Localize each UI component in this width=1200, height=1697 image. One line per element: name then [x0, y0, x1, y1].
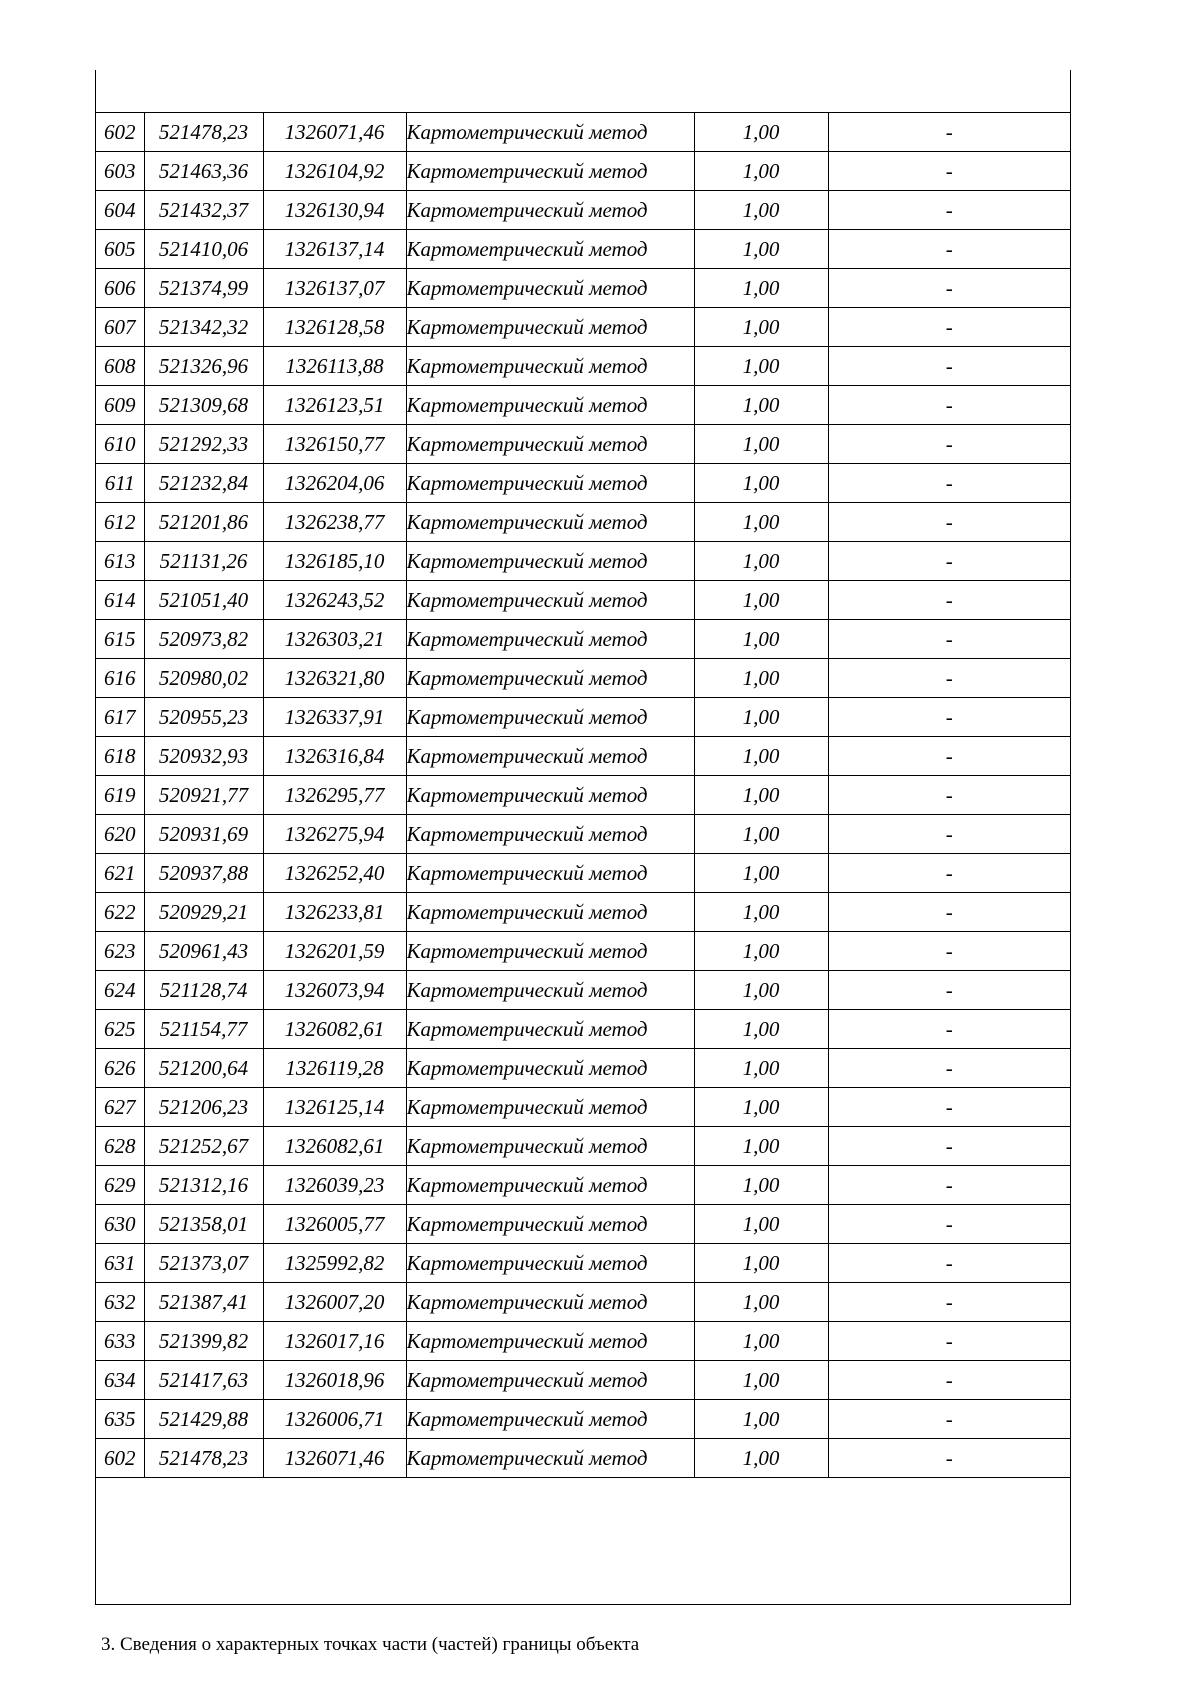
coord-x-cell: 520961,43 [144, 932, 263, 971]
point-number-cell: 611 [96, 464, 144, 503]
precision-value-cell: 1,00 [694, 1361, 828, 1400]
coord-y-cell: 1326018,96 [263, 1361, 406, 1400]
coord-x-cell: 520973,82 [144, 620, 263, 659]
point-number-cell: 605 [96, 230, 144, 269]
point-description-cell: - [828, 776, 1070, 815]
precision-value-cell: 1,00 [694, 1400, 828, 1439]
point-number-cell: 628 [96, 1127, 144, 1166]
table-row [96, 1205, 1070, 1244]
coord-y-cell: 1326275,94 [263, 815, 406, 854]
precision-value-cell: 1,00 [694, 191, 828, 230]
coord-y-cell: 1325992,82 [263, 1244, 406, 1283]
table-row [96, 1010, 1070, 1049]
table-row [96, 815, 1070, 854]
table-row [96, 425, 1070, 464]
table-row [96, 659, 1070, 698]
coord-y-cell: 1326238,77 [263, 503, 406, 542]
determination-method-cell: Картометрический метод [406, 581, 694, 620]
determination-method-cell: Картометрический метод [406, 386, 694, 425]
point-number-cell: 621 [96, 854, 144, 893]
point-description-cell: - [828, 386, 1070, 425]
determination-method-cell: Картометрический метод [406, 971, 694, 1010]
coord-x-cell: 521399,82 [144, 1322, 263, 1361]
table-row [96, 347, 1070, 386]
table-row [96, 230, 1070, 269]
point-number-cell: 602 [96, 1439, 144, 1478]
table-row [96, 737, 1070, 776]
determination-method-cell: Картометрический метод [406, 1088, 694, 1127]
coord-y-cell: 1326005,77 [263, 1205, 406, 1244]
point-description-cell: - [828, 932, 1070, 971]
point-description-cell: - [828, 464, 1070, 503]
precision-value-cell: 1,00 [694, 1244, 828, 1283]
precision-value-cell: 1,00 [694, 815, 828, 854]
coord-y-cell: 1326316,84 [263, 737, 406, 776]
point-number-cell: 602 [96, 113, 144, 152]
coord-x-cell: 520921,77 [144, 776, 263, 815]
precision-value-cell: 1,00 [694, 1088, 828, 1127]
coord-x-cell: 520980,02 [144, 659, 263, 698]
precision-value-cell: 1,00 [694, 1283, 828, 1322]
point-number-cell: 606 [96, 269, 144, 308]
point-number-cell: 629 [96, 1166, 144, 1205]
point-number-cell: 634 [96, 1361, 144, 1400]
coord-x-cell: 521410,06 [144, 230, 263, 269]
point-number-cell: 631 [96, 1244, 144, 1283]
point-number-cell: 610 [96, 425, 144, 464]
precision-value-cell: 1,00 [694, 776, 828, 815]
table-row [96, 620, 1070, 659]
point-number-cell: 633 [96, 1322, 144, 1361]
table-row [96, 1244, 1070, 1283]
coord-x-cell: 521342,32 [144, 308, 263, 347]
precision-value-cell: 1,00 [694, 1010, 828, 1049]
coord-x-cell: 521358,01 [144, 1205, 263, 1244]
coord-y-cell: 1326113,88 [263, 347, 406, 386]
precision-value-cell: 1,00 [694, 620, 828, 659]
coord-x-cell: 520929,21 [144, 893, 263, 932]
point-description-cell: - [828, 152, 1070, 191]
coord-x-cell: 521201,86 [144, 503, 263, 542]
coordinates-table-body [96, 113, 1070, 1478]
precision-value-cell: 1,00 [694, 230, 828, 269]
coord-x-cell: 521051,40 [144, 581, 263, 620]
coord-y-cell: 1326082,61 [263, 1127, 406, 1166]
point-description-cell: - [828, 1010, 1070, 1049]
precision-value-cell: 1,00 [694, 1205, 828, 1244]
coord-y-cell: 1326321,80 [263, 659, 406, 698]
point-number-cell: 609 [96, 386, 144, 425]
coord-x-cell: 521326,96 [144, 347, 263, 386]
determination-method-cell: Картометрический метод [406, 1049, 694, 1088]
point-number-cell: 625 [96, 1010, 144, 1049]
coord-y-cell: 1326039,23 [263, 1166, 406, 1205]
precision-value-cell: 1,00 [694, 503, 828, 542]
point-number-cell: 627 [96, 1088, 144, 1127]
point-description-cell: - [828, 659, 1070, 698]
precision-value-cell: 1,00 [694, 1166, 828, 1205]
point-number-cell: 613 [96, 542, 144, 581]
coord-y-cell: 1326295,77 [263, 776, 406, 815]
section-heading: 3. Сведения о характерных точках части (частей) границы объекта [101, 1634, 640, 1655]
coord-y-cell: 1326137,07 [263, 269, 406, 308]
coord-x-cell: 520932,93 [144, 737, 263, 776]
point-description-cell: - [828, 269, 1070, 308]
point-number-cell: 618 [96, 737, 144, 776]
coord-y-cell: 1326073,94 [263, 971, 406, 1010]
determination-method-cell: Картометрический метод [406, 113, 694, 152]
point-number-cell: 615 [96, 620, 144, 659]
coord-x-cell: 521429,88 [144, 1400, 263, 1439]
coord-y-cell: 1326130,94 [263, 191, 406, 230]
determination-method-cell: Картометрический метод [406, 1439, 694, 1478]
precision-value-cell: 1,00 [694, 152, 828, 191]
coord-y-cell: 1326082,61 [263, 1010, 406, 1049]
coord-y-cell: 1326252,40 [263, 854, 406, 893]
determination-method-cell: Картометрический метод [406, 1127, 694, 1166]
determination-method-cell: Картометрический метод [406, 542, 694, 581]
precision-value-cell: 1,00 [694, 308, 828, 347]
determination-method-cell: Картометрический метод [406, 737, 694, 776]
point-description-cell: - [828, 1127, 1070, 1166]
point-number-cell: 630 [96, 1205, 144, 1244]
point-description-cell: - [828, 1244, 1070, 1283]
point-number-cell: 612 [96, 503, 144, 542]
coordinates-table [96, 112, 1070, 1478]
determination-method-cell: Картометрический метод [406, 308, 694, 347]
point-number-cell: 607 [96, 308, 144, 347]
precision-value-cell: 1,00 [694, 581, 828, 620]
determination-method-cell: Картометрический метод [406, 620, 694, 659]
determination-method-cell: Картометрический метод [406, 1205, 694, 1244]
point-number-cell: 632 [96, 1283, 144, 1322]
coord-y-cell: 1326128,58 [263, 308, 406, 347]
precision-value-cell: 1,00 [694, 893, 828, 932]
point-description-cell: - [828, 620, 1070, 659]
point-number-cell: 623 [96, 932, 144, 971]
coord-y-cell: 1326233,81 [263, 893, 406, 932]
precision-value-cell: 1,00 [694, 464, 828, 503]
point-description-cell: - [828, 503, 1070, 542]
table-row [96, 1283, 1070, 1322]
precision-value-cell: 1,00 [694, 1322, 828, 1361]
precision-value-cell: 1,00 [694, 425, 828, 464]
table-row [96, 269, 1070, 308]
coord-x-cell: 521200,64 [144, 1049, 263, 1088]
coord-y-cell: 1326303,21 [263, 620, 406, 659]
table-row [96, 1439, 1070, 1478]
point-description-cell: - [828, 854, 1070, 893]
point-description-cell: - [828, 191, 1070, 230]
determination-method-cell: Картометрический метод [406, 269, 694, 308]
table-row [96, 503, 1070, 542]
coord-x-cell: 521131,26 [144, 542, 263, 581]
determination-method-cell: Картометрический метод [406, 815, 694, 854]
coord-y-cell: 1326071,46 [263, 113, 406, 152]
coord-x-cell: 521206,23 [144, 1088, 263, 1127]
table-row [96, 113, 1070, 152]
determination-method-cell: Картометрический метод [406, 854, 694, 893]
precision-value-cell: 1,00 [694, 1127, 828, 1166]
point-number-cell: 624 [96, 971, 144, 1010]
precision-value-cell: 1,00 [694, 542, 828, 581]
determination-method-cell: Картометрический метод [406, 776, 694, 815]
determination-method-cell: Картометрический метод [406, 1010, 694, 1049]
point-number-cell: 619 [96, 776, 144, 815]
point-description-cell: - [828, 425, 1070, 464]
precision-value-cell: 1,00 [694, 347, 828, 386]
coord-x-cell: 521312,16 [144, 1166, 263, 1205]
point-description-cell: - [828, 815, 1070, 854]
point-number-cell: 635 [96, 1400, 144, 1439]
determination-method-cell: Картометрический метод [406, 191, 694, 230]
coord-y-cell: 1326125,14 [263, 1088, 406, 1127]
table-row [96, 893, 1070, 932]
point-description-cell: - [828, 1400, 1070, 1439]
determination-method-cell: Картометрический метод [406, 1400, 694, 1439]
point-number-cell: 608 [96, 347, 144, 386]
coord-y-cell: 1326201,59 [263, 932, 406, 971]
point-number-cell: 616 [96, 659, 144, 698]
coord-y-cell: 1326337,91 [263, 698, 406, 737]
coord-x-cell: 521432,37 [144, 191, 263, 230]
precision-value-cell: 1,00 [694, 971, 828, 1010]
table-row [96, 1361, 1070, 1400]
determination-method-cell: Картометрический метод [406, 1361, 694, 1400]
determination-method-cell: Картометрический метод [406, 1166, 694, 1205]
determination-method-cell: Картометрический метод [406, 503, 694, 542]
coord-y-cell: 1326243,52 [263, 581, 406, 620]
determination-method-cell: Картометрический метод [406, 152, 694, 191]
coord-y-cell: 1326007,20 [263, 1283, 406, 1322]
document-frame [95, 70, 1071, 1655]
point-description-cell: - [828, 308, 1070, 347]
table-row [96, 152, 1070, 191]
point-description-cell: - [828, 698, 1070, 737]
coord-x-cell: 521387,41 [144, 1283, 263, 1322]
table-row [96, 1166, 1070, 1205]
precision-value-cell: 1,00 [694, 113, 828, 152]
coord-y-cell: 1326123,51 [263, 386, 406, 425]
coord-x-cell: 521128,74 [144, 971, 263, 1010]
coord-x-cell: 521374,99 [144, 269, 263, 308]
point-description-cell: - [828, 581, 1070, 620]
determination-method-cell: Картометрический метод [406, 230, 694, 269]
point-number-cell: 620 [96, 815, 144, 854]
determination-method-cell: Картометрический метод [406, 659, 694, 698]
coord-x-cell: 520955,23 [144, 698, 263, 737]
table-row [96, 971, 1070, 1010]
point-description-cell: - [828, 737, 1070, 776]
precision-value-cell: 1,00 [694, 932, 828, 971]
coord-y-cell: 1326071,46 [263, 1439, 406, 1478]
coord-x-cell: 521373,07 [144, 1244, 263, 1283]
point-number-cell: 604 [96, 191, 144, 230]
point-description-cell: - [828, 1166, 1070, 1205]
table-row [96, 932, 1070, 971]
table-row [96, 464, 1070, 503]
precision-value-cell: 1,00 [694, 386, 828, 425]
determination-method-cell: Картометрический метод [406, 425, 694, 464]
point-description-cell: - [828, 1049, 1070, 1088]
point-description-cell: - [828, 347, 1070, 386]
precision-value-cell: 1,00 [694, 659, 828, 698]
point-description-cell: - [828, 1088, 1070, 1127]
determination-method-cell: Картометрический метод [406, 1244, 694, 1283]
coord-y-cell: 1326119,28 [263, 1049, 406, 1088]
table-row [96, 776, 1070, 815]
precision-value-cell: 1,00 [694, 854, 828, 893]
table-row [96, 191, 1070, 230]
coord-y-cell: 1326006,71 [263, 1400, 406, 1439]
coord-x-cell: 521154,77 [144, 1010, 263, 1049]
precision-value-cell: 1,00 [694, 269, 828, 308]
point-description-cell: - [828, 1205, 1070, 1244]
coord-x-cell: 521478,23 [144, 1439, 263, 1478]
table-row [96, 581, 1070, 620]
table-row [96, 1400, 1070, 1439]
coord-x-cell: 520937,88 [144, 854, 263, 893]
coord-x-cell: 521417,63 [144, 1361, 263, 1400]
coord-y-cell: 1326150,77 [263, 425, 406, 464]
table-row [96, 854, 1070, 893]
precision-value-cell: 1,00 [694, 1439, 828, 1478]
coord-x-cell: 521478,23 [144, 113, 263, 152]
point-number-cell: 603 [96, 152, 144, 191]
determination-method-cell: Картометрический метод [406, 698, 694, 737]
point-number-cell: 617 [96, 698, 144, 737]
table-row [96, 386, 1070, 425]
precision-value-cell: 1,00 [694, 698, 828, 737]
coord-x-cell: 521309,68 [144, 386, 263, 425]
determination-method-cell: Картометрический метод [406, 347, 694, 386]
point-number-cell: 614 [96, 581, 144, 620]
point-description-cell: - [828, 113, 1070, 152]
point-number-cell: 622 [96, 893, 144, 932]
point-number-cell: 626 [96, 1049, 144, 1088]
table-row [96, 1049, 1070, 1088]
point-description-cell: - [828, 971, 1070, 1010]
table-row [96, 698, 1070, 737]
point-description-cell: - [828, 542, 1070, 581]
table-row [96, 308, 1070, 347]
coord-y-cell: 1326204,06 [263, 464, 406, 503]
point-description-cell: - [828, 230, 1070, 269]
coord-y-cell: 1326017,16 [263, 1322, 406, 1361]
point-description-cell: - [828, 1283, 1070, 1322]
coord-x-cell: 521463,36 [144, 152, 263, 191]
coord-y-cell: 1326185,10 [263, 542, 406, 581]
table-row [96, 1127, 1070, 1166]
coord-y-cell: 1326104,92 [263, 152, 406, 191]
table-row [96, 1088, 1070, 1127]
table-row [96, 542, 1070, 581]
coord-y-cell: 1326137,14 [263, 230, 406, 269]
precision-value-cell: 1,00 [694, 1049, 828, 1088]
coord-x-cell: 521232,84 [144, 464, 263, 503]
coord-x-cell: 521292,33 [144, 425, 263, 464]
point-description-cell: - [828, 1439, 1070, 1478]
table-row [96, 1322, 1070, 1361]
point-description-cell: - [828, 1361, 1070, 1400]
determination-method-cell: Картометрический метод [406, 464, 694, 503]
point-description-cell: - [828, 893, 1070, 932]
coord-x-cell: 521252,67 [144, 1127, 263, 1166]
precision-value-cell: 1,00 [694, 737, 828, 776]
determination-method-cell: Картометрический метод [406, 1283, 694, 1322]
point-description-cell: - [828, 1322, 1070, 1361]
determination-method-cell: Картометрический метод [406, 1322, 694, 1361]
determination-method-cell: Картометрический метод [406, 932, 694, 971]
coord-x-cell: 520931,69 [144, 815, 263, 854]
determination-method-cell: Картометрический метод [406, 893, 694, 932]
